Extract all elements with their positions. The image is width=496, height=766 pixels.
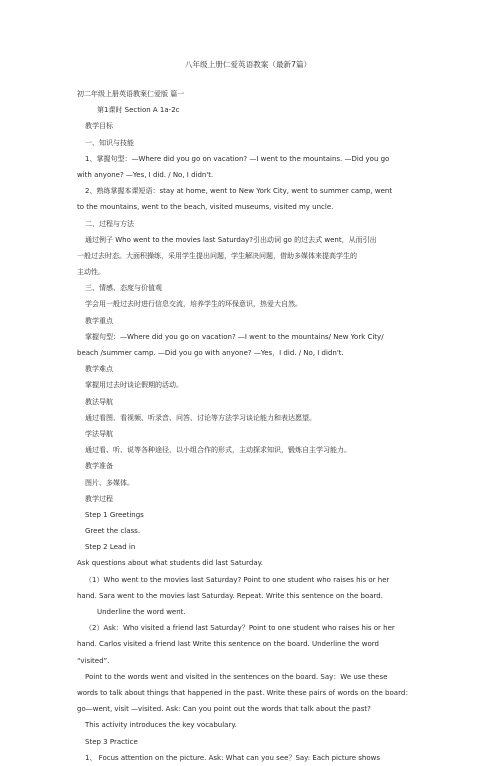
body-line: 掌握句型：—Where did you go on vacation? —I went to the mountains/ New York City/	[85, 332, 384, 341]
body-line: Ask questions about what students did last Saturday.	[77, 559, 263, 568]
body-line: Greet the class.	[85, 527, 141, 536]
body-line: 图片、多媒体。	[85, 478, 134, 487]
body-line: go—went, visit —visited. Ask: Can you point out the words that talk about the past?	[77, 705, 371, 714]
body-line: 一、知识与技能	[85, 138, 134, 147]
body-line: 主动性。	[77, 268, 105, 277]
body-line: Step 1 Greetings	[85, 510, 144, 519]
body-line: Step 3 Practice	[85, 737, 138, 746]
body-line: 教学过程	[85, 494, 113, 503]
body-line: 2、熟练掌握本课短语：stay at home, went to New York City, went to summer camp, went	[85, 187, 393, 196]
body-line: with anyone? —Yes, I did. / No, I didn't.	[77, 170, 214, 179]
body-line: This activity introduces the key vocabulary.	[85, 721, 237, 730]
body-line: （2）Ask：Who visited a friend last Saturday？Point to one student who raises his or her	[85, 624, 395, 633]
document-title: 八年级上册仁爱英语教案（最新7篇）	[184, 60, 312, 69]
body-line: 通过例子 Who went to the movies last Saturday?引出动词 go 的过去式 went，从而引出	[85, 235, 377, 244]
body-line: 教法导航	[85, 397, 113, 406]
body-line: Point to the words went and visited in the sentences on the board. Say：We use these	[85, 672, 388, 681]
body-line: words to talk about things that happened in the past. Write these pairs of words on the board：	[77, 688, 413, 697]
body-line: 教学准备	[85, 462, 113, 471]
body-line: 教学目标	[85, 122, 113, 131]
body-line: 学法导航	[85, 429, 113, 438]
body-line: Underline the word went.	[97, 608, 186, 616]
body-line: 教学难点	[85, 365, 113, 374]
body-line: 二、过程与方法	[85, 219, 134, 228]
body-line: hand. Sara went to the movies last Saturday. Repeat. Write this sentence on the board.	[77, 591, 383, 600]
lesson-header: 第1课时 Section A 1a-2c	[97, 106, 180, 115]
body-line: 1、掌握句型：—Where did you go on vacation? —I went to the mountains. —Did you go	[85, 154, 390, 163]
body-line: to the mountains, went to the beach, visited museums, visited my uncle.	[77, 203, 334, 212]
body-line: beach /summer camp. —Did you go with anyone? —Yes，I did. / No, I didn't.	[77, 349, 344, 357]
body-line: hand. Carlos visited a friend last Write this sentence on the board. Underline the word	[77, 640, 379, 649]
body-line: 通过看图、看视频、听录音、问答、讨论等方法学习谈论能力和表达愿望。	[85, 413, 316, 422]
body-line: 三、情感、态度与价值观	[85, 284, 162, 293]
body-line: 学会用一般过去时进行信息交流，培养学生的环保意识，热爱大自然。	[85, 300, 302, 309]
body-line: 一般过去时态。大面积操练，采用学生提出问题，学生解决问题，借助多媒体来提高学生的	[77, 251, 357, 260]
section-heading: 初二年级上册英语教案仁爱版 篇一	[77, 90, 185, 98]
body-line: （1）Who went to the movies last Saturday? Point to one student who raises his or her	[85, 575, 390, 584]
body-line: 掌握用过去时谈论假期的活动。	[85, 381, 183, 390]
body-line: “visited”.	[77, 656, 110, 665]
body-line: 教学重点	[85, 316, 113, 325]
body-line: Step 2 Lead in	[85, 543, 136, 552]
body-line: 1、 Focus attention on the picture. Ask: What can you see？Say: Each picture shows	[85, 753, 381, 762]
document-body	[77, 86, 422, 766]
body-line: 通过看、听、说等各种途径，以小组合作的形式，主动探求知识，锻炼自主学习能力。	[85, 446, 351, 455]
